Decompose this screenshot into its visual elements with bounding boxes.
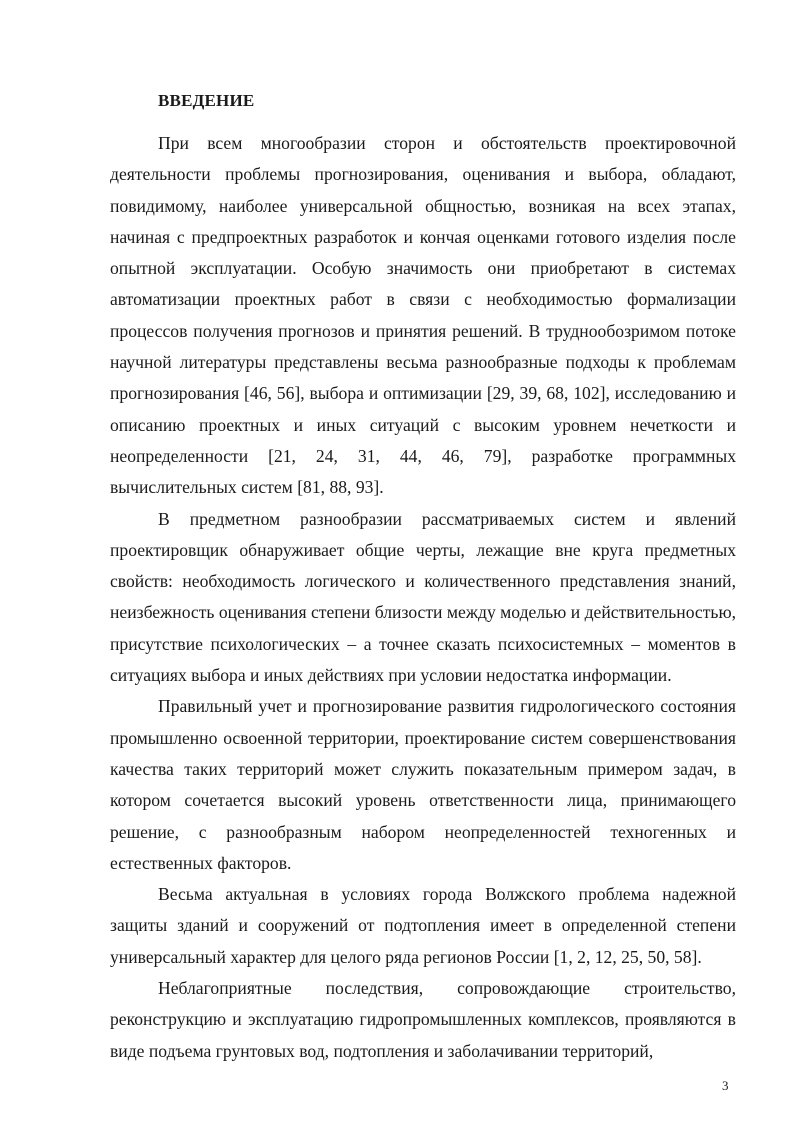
page-body bbox=[110, 88, 736, 1067]
paragraph-4: Весьма актуальная в условиях города Волжского проблема надежной защиты зданий и сооружений от подтопления имеет в определенной степени универсальный характер для целого ряда регионов России [1, 2, 12, 25, 50, 58]. bbox=[110, 884, 736, 967]
paragraph-3: Правильный учет и прогнозирование развития гидрологического состояния промышленно освоенной территории, проектирование систем совершенствования качества таких территорий может служить показательным примером задач, в котором сочетается высокий уровень ответственности лица, принимающего решение, с разнообразным набором неопределенностей техногенных и естественных факторов. bbox=[110, 696, 736, 873]
page-number: 3 bbox=[722, 1078, 729, 1093]
section-heading: ВВЕДЕНИЕ bbox=[158, 91, 255, 110]
paragraph-2: В предметном разнообразии рассматриваемых систем и явлений проектировщик обнаруживает общие черты, лежащие вне круга предметных свойств: необходимость логического и количественного представления знаний, неизбежность оценивания степени близости между моделью и действительностью, присутствие психологических – а точнее сказать психосистемных – моментов в ситуациях выбора и иных действиях при условии недостатка информации. bbox=[110, 508, 736, 686]
paragraph-1: При всем многообразии сторон и обстоятельств проектировочной деятельности проблемы прогнозирования, оценивания и выбора, обладают, повидимому, наиболее универсальной общностью, возникая на всех этапах, начиная с предпроектных разработок и кончая оценками готового изделия после опытной эксплуатации. Особую значимость они приобретают в системах автоматизации проектных работ в связи с необходимостью формализации процессов получения прогнозов и принятия решений. В труднообозримом потоке научной литературы представлены весьма разнообразные подходы к проблемам прогнозирования [46, 56], выбора и оптимизации [29, 39, 68, 102], исследованию и описанию проектных и иных ситуаций с высоким уровнем нечеткости и неопределенности [21, 24, 31, 44, 46, 79], разработке программных вычислительных систем [81, 88, 93]. bbox=[110, 133, 736, 498]
paragraph-5: Неблагоприятные последствия, сопровождающие строительство, реконструкцию и эксплуатацию гидропромышленных комплексов, проявляются в виде подъема грунтовых вод, подтопления и заболачивании территорий, bbox=[110, 978, 736, 1061]
